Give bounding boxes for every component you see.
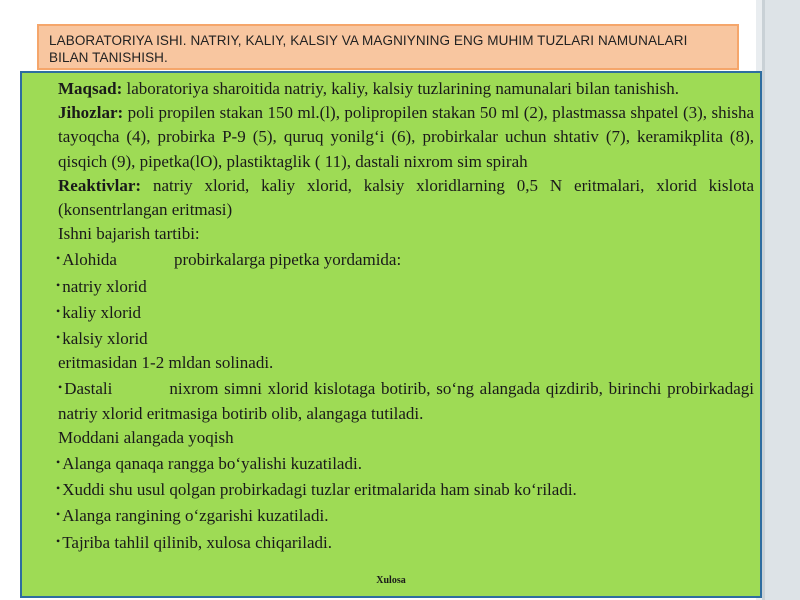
reagents-text: natriy xlorid, kaliy xlorid, kalsiy xloridlarning 0,5 N eritmalari, xlorid kislota (konsentrlangan eritmasi) <box>58 175 754 220</box>
bullet-icon: • <box>56 533 61 548</box>
bullet-icon: • <box>58 380 63 395</box>
equipment-paragraph <box>28 101 754 174</box>
bullet-icon: • <box>56 507 61 522</box>
list-item: • Alanga qanaqa rangga bo‘yalishi kuzatiladi. <box>56 454 362 474</box>
list-item: • Dastali nixrom simni xlorid kislotaga botirib, so‘ng alangada qizdirib, birinchi probirkadagi natriy xlorid eritmasiga botirib olib, alangaga tutiladi. <box>58 379 754 423</box>
bullet-icon: • <box>56 251 61 266</box>
reagents-paragraph <box>28 174 754 222</box>
goal-label: Maqsad: <box>58 79 123 98</box>
procedure-heading: Ishni bajarish tartibi: <box>58 224 200 244</box>
list-item: • natriy xlorid <box>56 276 147 296</box>
bullet-icon: • <box>56 277 61 292</box>
equipment-text: poli propilen stakan 150 ml.(l), polipropilen stakan 50 ml (2), plastmassa shpatel (3), shisha tayoqcha (4), probirka P-9 (5), quruq yonilg‘i (6), probirkalar uchun shtativ (7), keramikplita (8), qisqich (9), pipetka(lO), plastiktaglik ( 11), dastali nixrom sim spirah <box>58 103 754 171</box>
reagents-label: Reaktivlar: <box>58 175 142 195</box>
bullet-icon: • <box>56 330 61 345</box>
list-item: • kaliy xlorid <box>56 302 142 322</box>
goal-paragraph <box>28 77 754 101</box>
flame-heading: Moddani alangada yoqish <box>58 427 234 447</box>
conclusion-footer: Xulosa <box>376 574 406 586</box>
after-salts-text: eritmasidan 1-2 mldan solinadi. <box>58 353 274 373</box>
equipment-label: Jihozlar: <box>58 103 124 123</box>
list-item: • Xuddi shu usul qolgan probirkadagi tuzlar eritmalarida ham sinab ko‘riladi. <box>56 480 577 500</box>
list-item: • kalsiy xlorid <box>56 329 148 349</box>
bullet-icon: • <box>56 303 61 318</box>
slide-title: LABORATORIYA ISHI. NATRIY, KALIY, KALSIY VA MAGNIYNING ENG MUHIM TUZLARI NAMUNALARI BILAN TANISHISH. <box>37 24 739 70</box>
bullet-icon: • <box>56 455 61 470</box>
content-panel <box>20 71 762 598</box>
list-item: • Tajriba tahlil qilinib, xulosa chiqariladi. <box>56 532 333 552</box>
list-item: • Alanga rangining o‘zgarishi kuzatiladi. <box>56 506 329 526</box>
bullet-icon: • <box>56 481 61 496</box>
slide-side-stripe <box>756 0 800 600</box>
goal-text: laboratoriya sharoitida natriy, kaliy, kalsiy tuzlarining namunalari bilan tanishish. <box>122 79 679 98</box>
list-item: • Alohida probirkalarga pipetka yordamida: <box>56 250 402 270</box>
